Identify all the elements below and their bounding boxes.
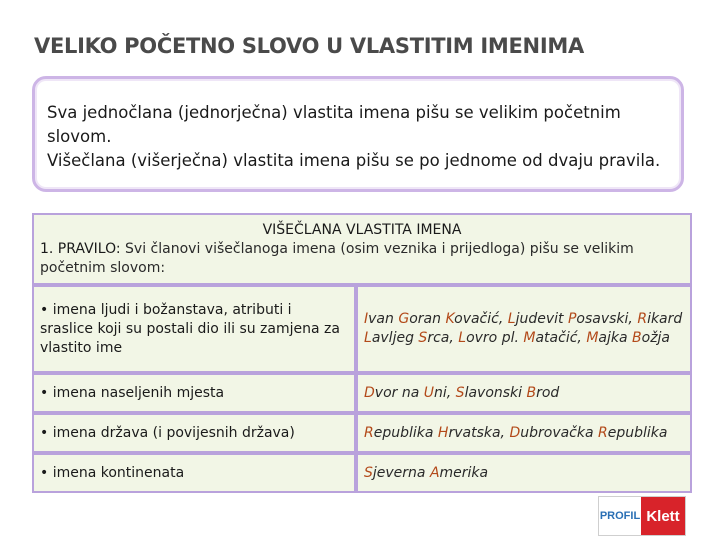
intro-box <box>32 76 684 192</box>
table-row <box>32 453 692 493</box>
rule-label: 1. PRAVILO: <box>40 241 121 257</box>
rule-text: Svi članovi višečlanoga imena (osim veznika i prijedloga) pišu se velikim početnim slovom: <box>40 241 634 276</box>
logo-profil: PROFIL <box>599 497 641 535</box>
table-header <box>32 213 692 285</box>
table-row <box>32 413 692 453</box>
page-title: VELIKO POČETNO SLOVO U VLASTITIM IMENIMA <box>34 34 584 58</box>
intro-line-2: Višečlana (višerječna) vlastita imena pišu se po jednome od dvaju pravila. <box>47 151 661 170</box>
logo-klett: Klett <box>641 497 685 535</box>
row-category: • imena kontinenata <box>32 453 356 493</box>
row-category: • imena ljudi i božanstava, atributi i sraslice koji su postali dio ili su zamjena za vlastito ime <box>32 285 356 373</box>
table-row <box>32 373 692 413</box>
intro-line-1: Sva jednočlana (jednorječna) vlastita imena pišu se velikim početnim slovom. <box>47 103 621 146</box>
row-examples: Ivan Goran Kovačić, Ljudevit Posavski, Rikard Lavljeg Srca, Lovro pl. Matačić, Majka Božja <box>356 285 692 373</box>
row-examples: Dvor na Uni, Slavonski Brod <box>356 373 692 413</box>
table-header-title: VIŠEČLANA VLASTITA IMENA <box>262 222 462 238</box>
row-category: • imena država (i povijesnih država) <box>32 413 356 453</box>
table-row <box>32 285 692 373</box>
profil-klett-logo <box>598 496 686 536</box>
row-examples: Republika Hrvatska, Dubrovačka Republika <box>356 413 692 453</box>
rules-table <box>32 213 692 493</box>
row-category: • imena naseljenih mjesta <box>32 373 356 413</box>
row-examples: Sjeverna Amerika <box>356 453 692 493</box>
